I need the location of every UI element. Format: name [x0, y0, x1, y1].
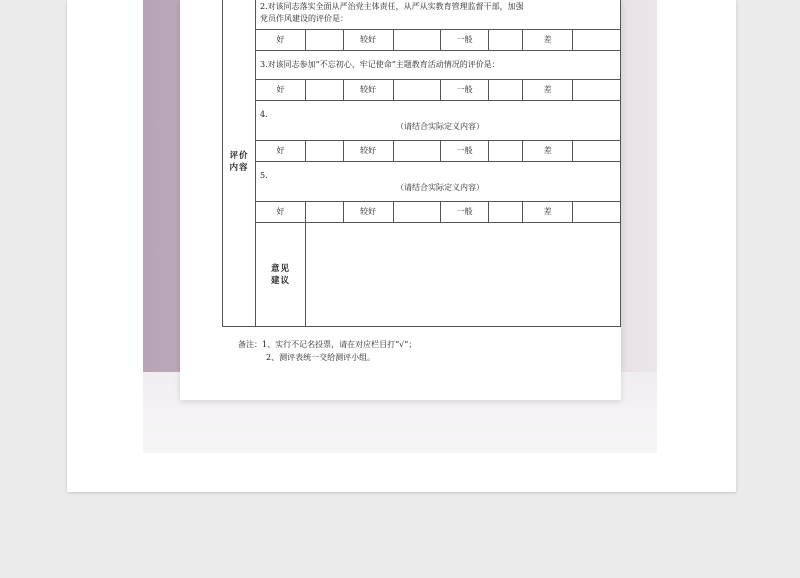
question-5: [256, 162, 621, 202]
note-line-2: 2、测评表统一交给测评小组。: [266, 353, 376, 362]
question-5-number: 5.: [260, 170, 268, 180]
option-average-label: 一般: [441, 202, 489, 223]
option-good-cell[interactable]: [306, 80, 344, 101]
option-average-label: 一般: [441, 141, 489, 162]
option-poor-label: 差: [523, 30, 573, 51]
option-poor-cell[interactable]: [573, 141, 621, 162]
question-5-hint: （请结合实际定义内容）: [396, 182, 484, 192]
option-fairly-good-cell[interactable]: [393, 202, 441, 223]
option-poor-label: 差: [523, 141, 573, 162]
option-fairly-good-label: 较好: [343, 202, 393, 223]
option-average-cell[interactable]: [489, 141, 523, 162]
option-average-cell[interactable]: [489, 202, 523, 223]
option-fairly-good-label: 较好: [343, 80, 393, 101]
option-good-cell[interactable]: [306, 141, 344, 162]
notes: [238, 338, 416, 364]
option-fairly-good-label: 较好: [343, 141, 393, 162]
option-good-label: 好: [256, 30, 306, 51]
option-fairly-good-cell[interactable]: [393, 80, 441, 101]
evaluation-form-paper: [180, 0, 621, 400]
option-average-cell[interactable]: [489, 80, 523, 101]
option-poor-label: 差: [523, 80, 573, 101]
option-fairly-good-cell[interactable]: [393, 141, 441, 162]
option-fairly-good-cell[interactable]: [393, 30, 441, 51]
option-good-label: 好: [256, 202, 306, 223]
option-poor-cell[interactable]: [573, 202, 621, 223]
option-poor-cell[interactable]: [573, 30, 621, 51]
option-average-label: 一般: [441, 80, 489, 101]
note-line-1: 备注：1、实行不记名投票，请在对应栏目打“√”；: [238, 340, 417, 349]
question-2: 2.对该同志落实全面从严治党主体责任，从严从实教育管理监督干部，加强 党员作风建设的评价是：: [256, 0, 621, 30]
question-3: 3.对该同志参加“不忘初心、牢记使命”主题教育活动情况的评价是：: [256, 51, 621, 80]
opinion-field[interactable]: [306, 223, 621, 327]
evaluation-table: [222, 0, 621, 327]
section-label-opinion: 意见 建议: [256, 223, 306, 327]
option-good-label: 好: [256, 141, 306, 162]
question-4: [256, 101, 621, 141]
option-good-cell[interactable]: [306, 30, 344, 51]
option-poor-cell[interactable]: [573, 80, 621, 101]
option-good-cell[interactable]: [306, 202, 344, 223]
option-average-label: 一般: [441, 30, 489, 51]
question-4-hint: （请结合实际定义内容）: [396, 121, 484, 131]
question-4-number: 4.: [260, 109, 268, 119]
option-good-label: 好: [256, 80, 306, 101]
section-label-evaluation: 评价 内容: [223, 0, 256, 327]
option-poor-label: 差: [523, 202, 573, 223]
option-fairly-good-label: 较好: [343, 30, 393, 51]
option-average-cell[interactable]: [489, 30, 523, 51]
